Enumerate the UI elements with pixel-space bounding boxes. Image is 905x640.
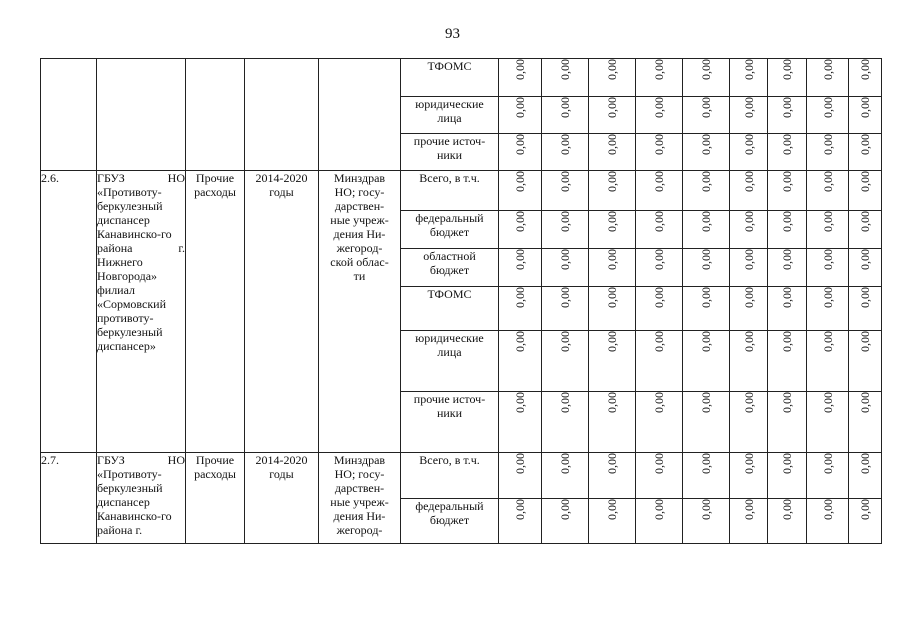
amount-value: 0,00 — [699, 211, 713, 232]
value-cell — [499, 171, 542, 211]
value-cell — [768, 287, 807, 331]
funding-source-cell — [401, 249, 499, 287]
amount-value: 0,00 — [605, 97, 619, 118]
value-cell — [683, 211, 730, 249]
value-cell — [730, 287, 768, 331]
amount-value: 0,00 — [558, 249, 572, 270]
amount-value: 0,00 — [741, 249, 756, 270]
amount-value: 0,00 — [699, 392, 713, 413]
amount-value: 0,00 — [652, 59, 666, 80]
value-cell — [589, 287, 636, 331]
budget-table — [40, 58, 882, 544]
amount-value: 0,00 — [699, 249, 713, 270]
value-cell — [768, 499, 807, 544]
value-cell — [768, 331, 807, 392]
value-cell — [849, 453, 882, 499]
value-cell — [730, 499, 768, 544]
amount-value: 0,00 — [558, 171, 572, 192]
amount-value: 0,00 — [558, 134, 572, 155]
value-cell — [807, 249, 849, 287]
amount-value: 0,00 — [558, 499, 572, 520]
item-number: 2.6. — [41, 171, 59, 185]
item-number-cell — [41, 171, 97, 453]
amount-value: 0,00 — [780, 171, 794, 192]
value-cell — [636, 392, 683, 453]
value-cell — [849, 331, 882, 392]
funding-source-label: ТФОМС — [427, 287, 472, 301]
value-cell — [589, 97, 636, 134]
value-cell — [589, 211, 636, 249]
item-number-cell — [41, 453, 97, 544]
value-cell — [542, 249, 589, 287]
value-cell — [636, 59, 683, 97]
value-cell — [849, 249, 882, 287]
value-cell — [683, 287, 730, 331]
amount-value: 0,00 — [513, 392, 527, 413]
funding-source-label: прочие источ- ники — [413, 392, 486, 420]
funding-source-cell — [401, 331, 499, 392]
amount-value: 0,00 — [858, 287, 872, 308]
funding-source-label: Всего, в т.ч. — [419, 453, 480, 467]
amount-value: 0,00 — [820, 211, 835, 232]
amount-value: 0,00 — [558, 331, 572, 352]
funding-source-cell — [401, 211, 499, 249]
amount-value: 0,00 — [858, 134, 872, 155]
amount-value: 0,00 — [513, 59, 527, 80]
value-cell — [849, 134, 882, 171]
amount-value: 0,00 — [558, 59, 572, 80]
amount-value: 0,00 — [652, 287, 666, 308]
value-cell — [589, 331, 636, 392]
table-row — [41, 453, 882, 499]
value-cell — [807, 499, 849, 544]
amount-value: 0,00 — [741, 331, 756, 352]
value-cell — [589, 499, 636, 544]
table-row — [41, 171, 882, 211]
amount-value: 0,00 — [741, 499, 756, 520]
value-cell — [683, 59, 730, 97]
value-cell — [807, 134, 849, 171]
value-cell — [730, 249, 768, 287]
amount-value: 0,00 — [741, 134, 756, 155]
value-cell — [807, 97, 849, 134]
amount-value: 0,00 — [652, 499, 666, 520]
amount-value: 0,00 — [699, 331, 713, 352]
value-cell — [730, 392, 768, 453]
funding-source-cell — [401, 499, 499, 544]
expense-category: Прочие расходы — [194, 171, 236, 199]
funding-source-cell — [401, 134, 499, 171]
amount-value: 0,00 — [558, 453, 572, 474]
funding-source-cell — [401, 59, 499, 97]
value-cell — [636, 97, 683, 134]
implementation-period-cell — [245, 171, 319, 453]
value-cell — [807, 171, 849, 211]
value-cell — [768, 249, 807, 287]
value-cell — [768, 211, 807, 249]
value-cell — [807, 211, 849, 249]
expense-category-cell — [186, 171, 245, 453]
funding-source-label: ТФОМС — [427, 59, 472, 73]
amount-value: 0,00 — [780, 134, 794, 155]
value-cell — [849, 211, 882, 249]
amount-value: 0,00 — [652, 453, 666, 474]
amount-value: 0,00 — [780, 249, 794, 270]
amount-value: 0,00 — [652, 392, 666, 413]
item-number: 2.7. — [41, 453, 59, 467]
amount-value: 0,00 — [652, 171, 666, 192]
amount-value: 0,00 — [858, 211, 872, 232]
amount-value: 0,00 — [820, 453, 835, 474]
amount-value: 0,00 — [513, 211, 527, 232]
amount-value: 0,00 — [858, 331, 872, 352]
amount-value: 0,00 — [605, 499, 619, 520]
amount-value: 0,00 — [605, 331, 619, 352]
value-cell — [636, 134, 683, 171]
responsible-agency-cell — [319, 453, 401, 544]
value-cell — [683, 97, 730, 134]
org-cell-continued — [97, 59, 186, 171]
category-cell-continued — [186, 59, 245, 171]
value-cell — [683, 453, 730, 499]
expense-category-cell — [186, 453, 245, 544]
funding-source-label: юридические лица — [415, 97, 484, 125]
funding-source-label: областной бюджет — [423, 249, 476, 277]
value-cell — [499, 97, 542, 134]
value-cell — [768, 171, 807, 211]
funding-source-cell — [401, 453, 499, 499]
amount-value: 0,00 — [558, 97, 572, 118]
period-cell-continued — [245, 59, 319, 171]
value-cell — [636, 249, 683, 287]
organization-name-cell — [97, 171, 186, 453]
amount-value: 0,00 — [605, 392, 619, 413]
amount-value: 0,00 — [699, 453, 713, 474]
amount-value: 0,00 — [699, 287, 713, 308]
amount-value: 0,00 — [513, 287, 527, 308]
amount-value: 0,00 — [513, 331, 527, 352]
amount-value: 0,00 — [699, 97, 713, 118]
funding-source-label: прочие источ- ники — [413, 134, 486, 162]
organization-name-cell — [97, 453, 186, 544]
amount-value: 0,00 — [605, 287, 619, 308]
value-cell — [730, 211, 768, 249]
amount-value: 0,00 — [820, 59, 835, 80]
num-cell-continued — [41, 59, 97, 171]
amount-value: 0,00 — [513, 171, 527, 192]
amount-value: 0,00 — [741, 453, 756, 474]
amount-value: 0,00 — [699, 499, 713, 520]
value-cell — [683, 331, 730, 392]
amount-value: 0,00 — [741, 97, 756, 118]
value-cell — [768, 59, 807, 97]
value-cell — [730, 134, 768, 171]
value-cell — [499, 287, 542, 331]
value-cell — [849, 392, 882, 453]
amount-value: 0,00 — [820, 392, 835, 413]
amount-value: 0,00 — [699, 171, 713, 192]
amount-value: 0,00 — [652, 97, 666, 118]
amount-value: 0,00 — [780, 211, 794, 232]
value-cell — [807, 453, 849, 499]
funding-source-label: федеральный бюджет — [415, 499, 484, 527]
amount-value: 0,00 — [780, 453, 794, 474]
amount-value: 0,00 — [780, 287, 794, 308]
amount-value: 0,00 — [558, 287, 572, 308]
funding-source-cell — [401, 392, 499, 453]
value-cell — [849, 97, 882, 134]
value-cell — [499, 499, 542, 544]
amount-value: 0,00 — [652, 211, 666, 232]
amount-value: 0,00 — [820, 331, 835, 352]
amount-value: 0,00 — [741, 59, 756, 80]
amount-value: 0,00 — [780, 499, 794, 520]
amount-value: 0,00 — [605, 171, 619, 192]
amount-value: 0,00 — [558, 392, 572, 413]
amount-value: 0,00 — [699, 134, 713, 155]
value-cell — [730, 171, 768, 211]
amount-value: 0,00 — [558, 211, 572, 232]
amount-value: 0,00 — [780, 97, 794, 118]
amount-value: 0,00 — [820, 134, 835, 155]
amount-value: 0,00 — [780, 392, 794, 413]
value-cell — [589, 59, 636, 97]
amount-value: 0,00 — [820, 171, 835, 192]
value-cell — [730, 331, 768, 392]
amount-value: 0,00 — [820, 249, 835, 270]
value-cell — [768, 453, 807, 499]
funding-source-cell — [401, 171, 499, 211]
amount-value: 0,00 — [858, 499, 872, 520]
organization-name: ГБУЗ НО «Противоту-беркулезный диспансер Канавинско-го района г. Нижнего Новгорода» филиал «Сормовский противоту-беркулезный диспансер» — [97, 171, 185, 353]
amount-value: 0,00 — [605, 134, 619, 155]
value-cell — [499, 331, 542, 392]
responsible-agency: Минздрав НО; госу- дарствен- ные учреж- дения Ни- жегород- — [330, 453, 389, 537]
amount-value: 0,00 — [858, 59, 872, 80]
value-cell — [589, 453, 636, 499]
amount-value: 0,00 — [699, 59, 713, 80]
value-cell — [768, 392, 807, 453]
value-cell — [499, 59, 542, 97]
value-cell — [589, 134, 636, 171]
amount-value: 0,00 — [820, 287, 835, 308]
amount-value: 0,00 — [513, 453, 527, 474]
value-cell — [683, 249, 730, 287]
amount-value: 0,00 — [858, 171, 872, 192]
funding-source-label: юридические лица — [415, 331, 484, 359]
value-cell — [683, 499, 730, 544]
amount-value: 0,00 — [605, 211, 619, 232]
amount-value: 0,00 — [858, 392, 872, 413]
value-cell — [542, 134, 589, 171]
value-cell — [542, 499, 589, 544]
value-cell — [636, 331, 683, 392]
amount-value: 0,00 — [605, 453, 619, 474]
amount-value: 0,00 — [513, 134, 527, 155]
value-cell — [542, 211, 589, 249]
amount-value: 0,00 — [605, 59, 619, 80]
responsible-agency: Минздрав НО; госу- дарствен- ные учреж- дения Ни- жегород- ской облас- ти — [330, 171, 389, 283]
value-cell — [636, 171, 683, 211]
amount-value: 0,00 — [780, 331, 794, 352]
value-cell — [542, 97, 589, 134]
amount-value: 0,00 — [858, 453, 872, 474]
value-cell — [768, 97, 807, 134]
funding-source-cell — [401, 287, 499, 331]
amount-value: 0,00 — [652, 134, 666, 155]
value-cell — [589, 249, 636, 287]
value-cell — [683, 392, 730, 453]
value-cell — [849, 499, 882, 544]
value-cell — [499, 453, 542, 499]
expense-category: Прочие расходы — [194, 453, 236, 481]
value-cell — [807, 287, 849, 331]
value-cell — [589, 171, 636, 211]
funding-source-cell — [401, 97, 499, 134]
table-row — [41, 59, 882, 97]
amount-value: 0,00 — [780, 59, 794, 80]
amount-value: 0,00 — [652, 331, 666, 352]
funding-source-label: федеральный бюджет — [415, 211, 484, 239]
value-cell — [542, 453, 589, 499]
implementation-period: 2014-2020 годы — [255, 453, 308, 481]
amount-value: 0,00 — [741, 392, 756, 413]
value-cell — [636, 211, 683, 249]
value-cell — [589, 392, 636, 453]
implementation-period: 2014-2020 годы — [255, 171, 308, 199]
value-cell — [730, 97, 768, 134]
amount-value: 0,00 — [513, 97, 527, 118]
value-cell — [636, 287, 683, 331]
amount-value: 0,00 — [513, 499, 527, 520]
value-cell — [542, 331, 589, 392]
value-cell — [807, 59, 849, 97]
amount-value: 0,00 — [741, 287, 756, 308]
value-cell — [768, 134, 807, 171]
value-cell — [807, 392, 849, 453]
value-cell — [683, 134, 730, 171]
organization-name: ГБУЗ НО «Противоту-беркулезный диспансер Канавинско-го района г. — [97, 453, 185, 537]
value-cell — [542, 392, 589, 453]
funding-source-label: Всего, в т.ч. — [419, 171, 480, 185]
implementation-period-cell — [245, 453, 319, 544]
amount-value: 0,00 — [820, 499, 835, 520]
value-cell — [542, 59, 589, 97]
amount-value: 0,00 — [741, 211, 756, 232]
value-cell — [542, 287, 589, 331]
value-cell — [499, 134, 542, 171]
value-cell — [683, 171, 730, 211]
value-cell — [499, 392, 542, 453]
amount-value: 0,00 — [858, 249, 872, 270]
value-cell — [636, 499, 683, 544]
value-cell — [499, 249, 542, 287]
value-cell — [499, 211, 542, 249]
value-cell — [849, 59, 882, 97]
amount-value: 0,00 — [858, 97, 872, 118]
amount-value: 0,00 — [820, 97, 835, 118]
amount-value: 0,00 — [652, 249, 666, 270]
agency-cell-continued — [319, 59, 401, 171]
page-number: 93 — [445, 26, 460, 42]
amount-value: 0,00 — [513, 249, 527, 270]
value-cell — [542, 171, 589, 211]
responsible-agency-cell — [319, 171, 401, 453]
value-cell — [849, 287, 882, 331]
value-cell — [730, 59, 768, 97]
amount-value: 0,00 — [605, 249, 619, 270]
value-cell — [849, 171, 882, 211]
value-cell — [730, 453, 768, 499]
amount-value: 0,00 — [741, 171, 756, 192]
value-cell — [636, 453, 683, 499]
value-cell — [807, 331, 849, 392]
